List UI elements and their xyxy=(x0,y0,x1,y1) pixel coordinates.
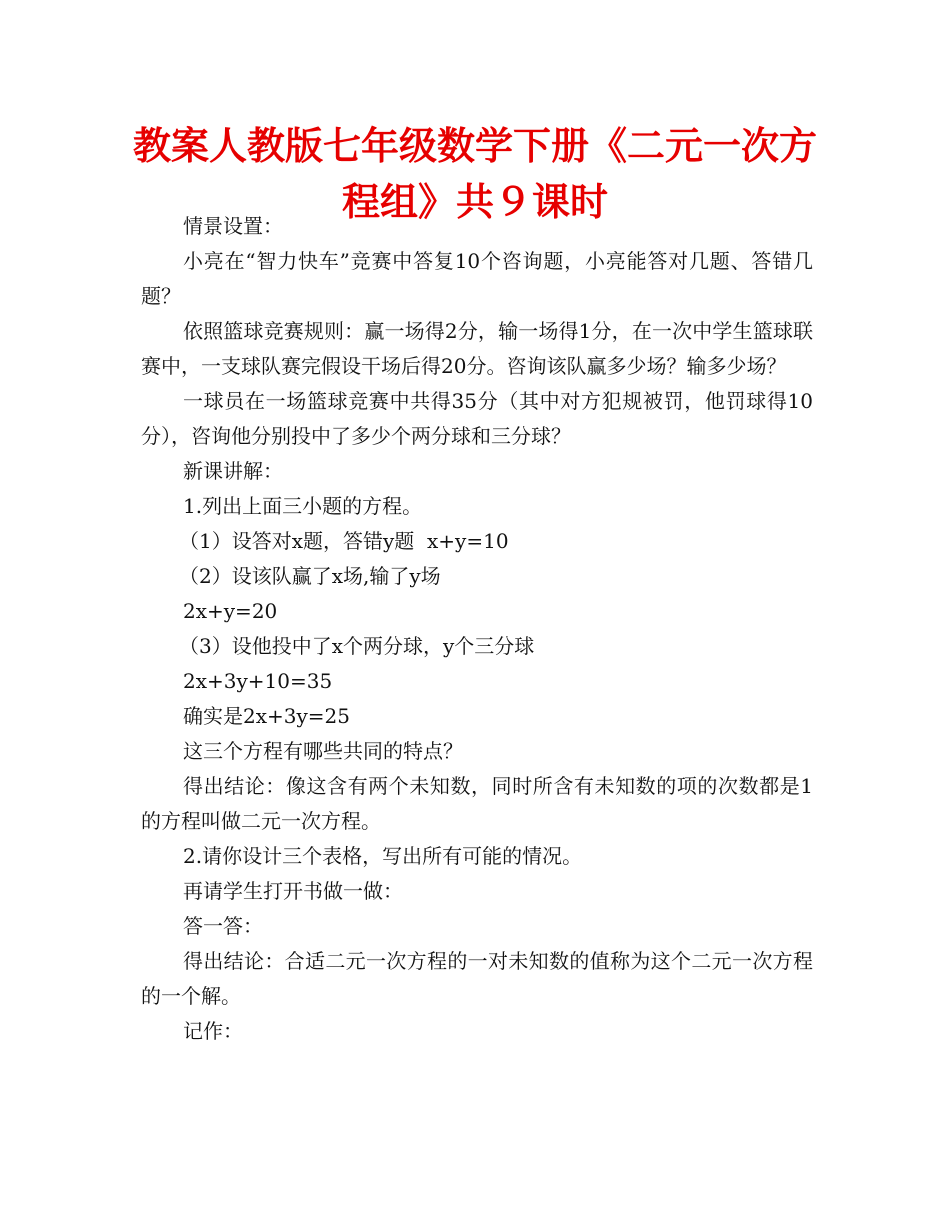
equation: 2x+y=20 xyxy=(183,599,278,623)
equation: 2x+3y+10=35 xyxy=(183,669,333,693)
paragraph: 2.请你设计三个表格，写出所有可能的情况。 xyxy=(183,844,583,868)
document-body xyxy=(141,209,813,1049)
paragraph: 依照篮球竞赛规则：赢一场得2分，输一场得1分，在一次中学生篮球联赛中，一支球队赛完假设干场后得20分。咨询该队赢多少场？输多少场？ xyxy=(141,319,813,378)
title-line-1: 教案人教版七年级数学下册《二元一次方 xyxy=(132,124,817,168)
paragraph: 得出结论：合适二元一次方程的一对未知数的值称为这个二元一次方程的一个解。 xyxy=(141,949,813,1008)
paragraph: 再请学生打开书做一做： xyxy=(183,879,403,903)
paragraph: 答一答： xyxy=(183,914,263,938)
paragraph: 得出结论：像这含有两个未知数，同时所含有未知数的项的次数都是1的方程叫做二元一次方程。 xyxy=(141,774,813,833)
section-heading-scenario: 情景设置： xyxy=(183,214,283,238)
paragraph: （2）设该队赢了x场,输了y场 xyxy=(179,564,441,588)
paragraph: 这三个方程有哪些共同的特点？ xyxy=(183,739,463,763)
paragraph: （1）设答对x题，答错y题 x+y=10 xyxy=(179,529,509,553)
title-line-2: 程组》共９课时 xyxy=(341,180,608,224)
section-heading-lesson: 新课讲解： xyxy=(183,459,283,483)
paragraph: 1.列出上面三小题的方程。 xyxy=(183,494,423,518)
paragraph: （3）设他投中了x个两分球，y个三分球 xyxy=(179,634,535,658)
paragraph: 记作： xyxy=(183,1019,243,1043)
paragraph: 小亮在“智力快车”竞赛中答复10个咨询题，小亮能答对几题、答错几题？ xyxy=(141,249,813,308)
equation: 确实是2x+3y=25 xyxy=(183,704,350,728)
paragraph: 一球员在一场篮球竞赛中共得35分（其中对方犯规被罚，他罚球得10分），咨询他分别投中了多少个两分球和三分球？ xyxy=(141,389,813,448)
